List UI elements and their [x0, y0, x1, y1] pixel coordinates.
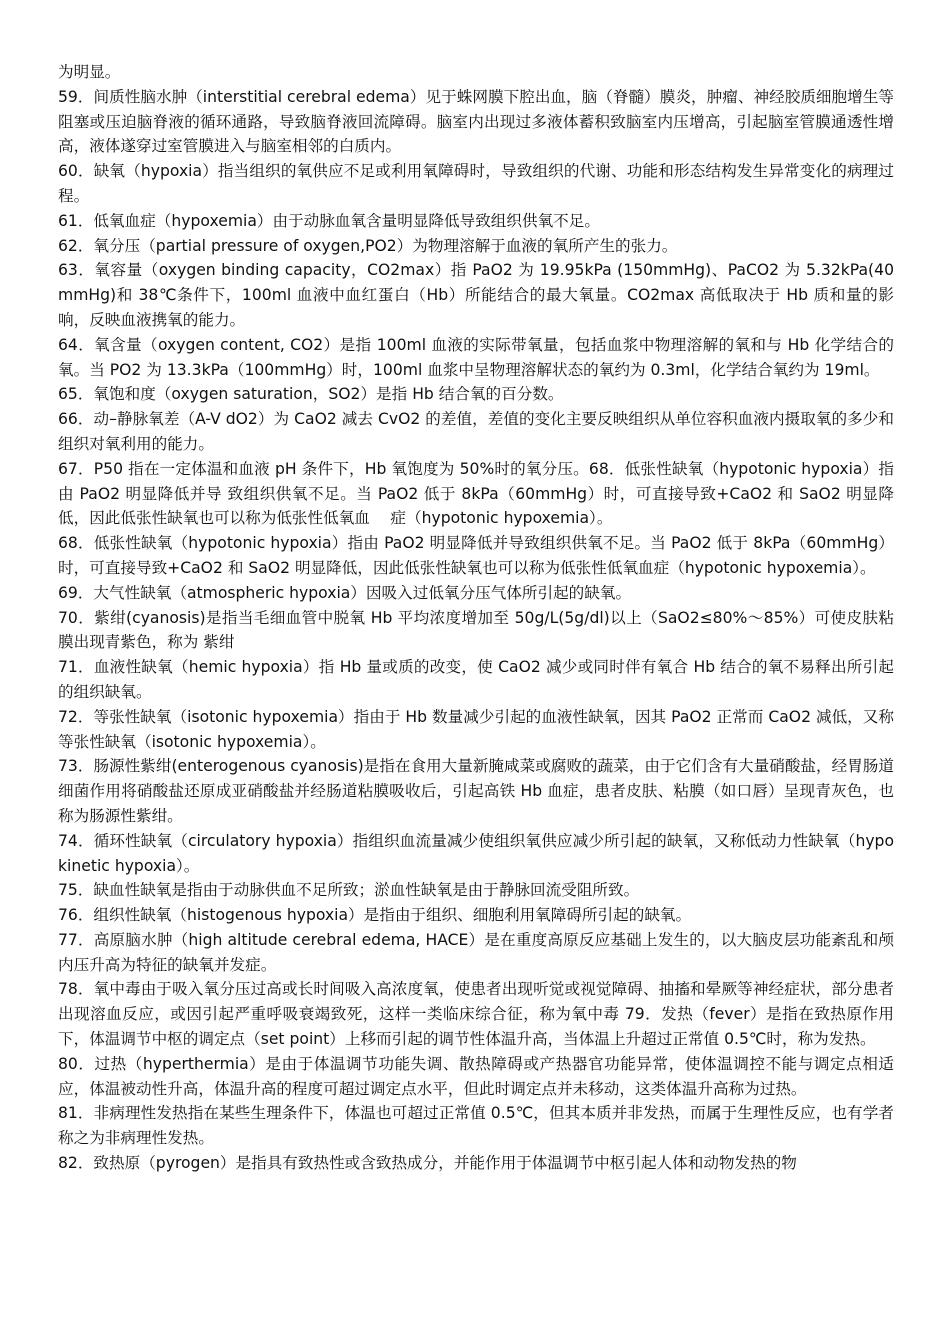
paragraph-67-p50: 67．P50 指在一定体温和血液 pH 条件下，Hb 氧饱度为 50%时的氧分压。68．低张性缺氧（hypotonic hypoxia）指由 PaO2 明显降低并导 致组织供氧不足。当 PaO2 低于 8kPa（60mmHg）时，可直接导致+CaO2 和 SaO2 明显降低，因此低张性缺氧也可以称为低张性低氧血 症（hypotonic hypoxemia）。: [58, 459, 894, 528]
paragraph-69-atmospheric-hypoxia: 69．大气性缺氧（atmospheric hypoxia）因吸入过低氧分压气体所引起的缺氧。: [58, 583, 632, 602]
paragraph-68-hypotonic-hypoxia: 68．低张性缺氧（hypotonic hypoxia）指由 PaO2 明显降低并导致组织供氧不足。当 PaO2 低于 8kPa（60mmHg）时，可直接导致+CaO2 和 SaO2 明显降低，因此低张性缺氧也可以称为低张性低氧血症（hypotonic hypoxemia）。: [58, 534, 894, 577]
paragraph-70-cyanosis: 70．紫绀(cyanosis)是指当毛细血管中脱氧 Hb 平均浓度增加至 50g/L(5g/dl)以上（SaO2≤80%～85%）可使皮肤粘膜出现青紫色，称为 紫绀: [58, 608, 894, 652]
paragraph-73-enterogenous-cyanosis: 73．肠源性紫绀(enterogenous cyanosis)是指在食用大量新腌咸菜或腐败的蔬菜，由于它们含有大量硝酸盐，经胃肠道细菌作用将硝酸盐还原成亚硝酸盐并经肠道粘膜吸收后，引起高铁 Hb 血症，患者皮肤、粘膜（如口唇）呈现青灰色，也称为肠源性紫绀。: [58, 757, 894, 825]
paragraph-61-hypoxemia: 61．低氧血症（hypoxemia）由于动脉血氧含量明显降低导致组织供氧不足。: [58, 211, 600, 230]
paragraph-78-oxygen-toxicity: 78．氧中毒由于吸入氧分压过高或长时间吸入高浓度氧，使患者出现听觉或视觉障碍、抽搐和晕厥等神经症状，部分患者出现溶血反应，或因引起严重呼吸衰竭致死，这样一类临床综合征，称为氧中毒 79．发热（fever）是指在致热原作用下，体温调节中枢的调定点（set point）上移而引起的调节性体温升高，当体温上升超过正常值 0.5℃时，称为发热。: [58, 980, 894, 1049]
paragraph-81-non-pathological-fever: 81．非病理性发热指在某些生理条件下，体温也可超过正常值 0.5℃，但其本质并非发热，而属于生理性反应，也有学者称之为非病理性发热。: [58, 1104, 894, 1148]
paragraph-71-hemic-hypoxia: 71．血液性缺氧（hemic hypoxia）指 Hb 量或质的改变，使 CaO2 减少或同时伴有氧合 Hb 结合的氧不易释出所引起的组织缺氧。: [58, 658, 894, 701]
paragraph-74-circulatory-hypoxia: 74．循环性缺氧（circulatory hypoxia）指组织血流量减少使组织氧供应减少所引起的缺氧，又称低动力性缺氧（hypokinetic hypoxia）。: [58, 831, 894, 875]
document-page: [58, 60, 894, 1176]
paragraph-76-histogenous-hypoxia: 76．组织性缺氧（histogenous hypoxia）是指由于组织、细胞利用氧障碍所引起的缺氧。: [58, 906, 692, 925]
paragraph-62-partial-pressure: 62．氧分压（partial pressure of oxygen,PO2）为物理溶解于血液的氧所产生的张力。: [58, 236, 678, 255]
paragraph-64-oxygen-content: 64．氧含量（oxygen content, CO2）是指 100ml 血液的实际带氧量，包括血浆中物理溶解的氧和与 Hb 化学结合的氧。当 PO2 为 13.3kPa（100mmHg）时，100ml 血浆中呈物理溶解状态的氧约为 0.3ml，化学结合氧约为 19ml。: [58, 335, 894, 379]
paragraph-60-hypoxia: 60．缺氧（hypoxia）指当组织的氧供应不足或利用氧障碍时，导致组织的代谢、功能和形态结构发生异常变化的病理过程。: [58, 162, 894, 205]
paragraph-continuation: 为明显。: [58, 63, 121, 81]
paragraph-72-isotonic-hypoxemia: 72．等张性缺氧（isotonic hypoxemia）指由于 Hb 数量减少引起的血液性缺氧，因其 PaO2 正常而 CaO2 减低，又称等张性缺氧（isotonic hypoxemia）。: [58, 707, 894, 751]
paragraph-80-hyperthermia: 80．过热（hyperthermia）是由于体温调节功能失调、散热障碍或产热器官功能异常，使体温调控不能与调定点相适应，体温被动性升高，体温升高的程度可超过调定点水平，但此时调定点并未移动，这类体温升高称为过热。: [58, 1054, 894, 1098]
paragraph-77-hace: 77．高原脑水肿（high altitude cerebral edema, HACE）是在重度高原反应基础上发生的，以大脑皮层功能紊乱和颅内压升高为特征的缺氧并发症。: [58, 930, 894, 974]
paragraph-65-oxygen-saturation: 65．氧饱和度（oxygen saturation，SO2）是指 Hb 结合氧的百分数。: [58, 385, 564, 404]
paragraph-66-av-difference: 66．动–静脉氧差（A-V dO2）为 CaO2 减去 CvO2 的差值，差值的变化主要反映组织从单位容积血液内摄取氧的多少和组织对氧利用的能力。: [58, 410, 894, 453]
paragraph-63-oxygen-capacity: 63．氧容量（oxygen binding capacity，CO2max）指 PaO2 为 19.95kPa (150mmHg)、PaCO2 为 5.32kPa(40mmHg)和 38℃条件下，100ml 血液中血红蛋白（Hb）所能结合的最大氧量。CO2max 高低取决于 Hb 质和量的影响，反映血液携氧的能力。: [58, 261, 894, 329]
paragraph-82-pyrogen: 82．致热原（pyrogen）是指具有致热性或含致热成分，并能作用于体温调节中枢引起人体和动物发热的物: [58, 1154, 797, 1173]
paragraph-75-ischemic-hypoxia: 75．缺血性缺氧是指由于动脉供血不足所致；淤血性缺氧是由于静脉回流受阻所致。: [58, 881, 640, 900]
paragraph-59-interstitial-edema: 59．间质性脑水肿（interstitial cerebral edema）见于蛛网膜下腔出血，脑（脊髓）膜炎，肿瘤、神经胶质细胞增生等阻塞或压迫脑脊液的循环通路，导致脑脊液回流障碍。脑室内出现过多液体蓄积致脑室内压增高，引起脑室管膜通透性增高，液体遂穿过室管膜进入与脑室相邻的白质内。: [58, 87, 894, 156]
